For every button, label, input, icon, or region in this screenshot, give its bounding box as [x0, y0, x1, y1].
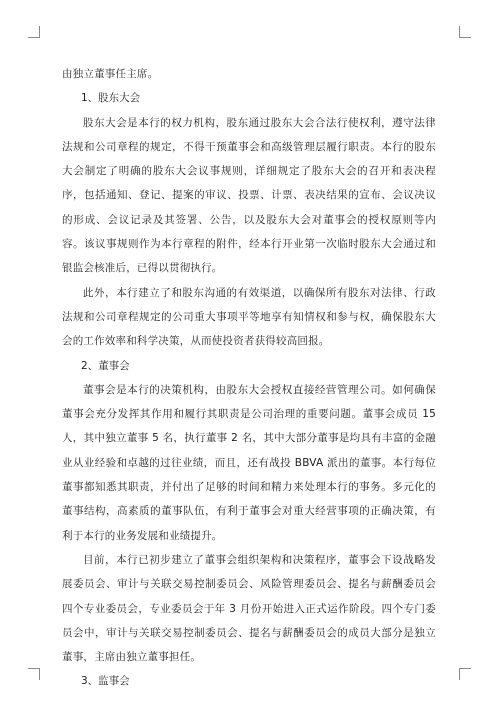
crop-mark-top-left [28, 26, 40, 38]
intro-line: 由独立董事任主席。 [62, 68, 159, 80]
crop-mark-bottom-right [459, 668, 471, 680]
section-heading-board-of-supervisors: 3、监事会 [81, 675, 130, 688]
paragraph: 此外，本行建立了和股东沟通的有效渠道，以确保所有股东对法律、行政法规和公司章程规定的公司重大事项平等地享有知情权和参与权，确保股东大会的工作效率和科学决策，从而使投资者获得较高回报。 [62, 286, 436, 348]
paragraph: 董事会是本行的决策机构，由股东大会授权直接经营管理公司。如何确保董事会充分发挥其作用和履行其职责是公司治理的重要问题。董事会成员 15 人，其中独立董事 5 名，执行董事 2 名，其中大部分董事是均具有丰富的金融业从业经验和卓越的过往业绩，而且，还有战投 BBVA 派出的董事。本行每位董事都知悉其职责，并付出了足够的时间和精力来处理本行的事务。多元化的董事结构，高素质的董事队伍，有利于董事会对重大经营事项的正确决策，有利于本行的业务发展和业绩提升。 [62, 383, 436, 542]
crop-mark-bottom-left [28, 668, 40, 680]
paragraph: 目前，本行已初步建立了董事会组织架构和决策程序，董事会下设战略发展委员会、审计与关联交易控制委员会、风险管理委员会、提名与薪酬委员会四个专业委员会，专业委员会于年 3 月份开始进入正式运作阶段。四个专门委员会中，审计与关联交易控制委员会、提名与薪酬委员会的成员大部分是独立董事，主席由独立董事担任。 [62, 553, 436, 664]
crop-mark-top-right [459, 26, 471, 38]
section-heading-board-of-directors: 2、董事会 [81, 359, 130, 372]
paragraph: 股东大会是本行的权力机构，股东通过股东大会合法行使权利，遵守法律法规和公司章程的规定，不得干预董事会和高级管理层履行职责。本行的股东大会制定了明确的股东大会议事规则，详细规定了股东大会的召开和表决程序，包括通知、登记、提案的审议、投票、计票、表决结果的宣布、会议决议的形成、会议记录及其签署、公告，以及股东大会对董事会的授权原则等内容。该议事规则作为本行章程的附件，经本行开业第一次临时股东大会通过和银监会核准后，已得以贯彻执行。 [62, 116, 436, 275]
section-heading-shareholders-meeting: 1、股东大会 [81, 92, 141, 105]
document-body [62, 62, 436, 694]
